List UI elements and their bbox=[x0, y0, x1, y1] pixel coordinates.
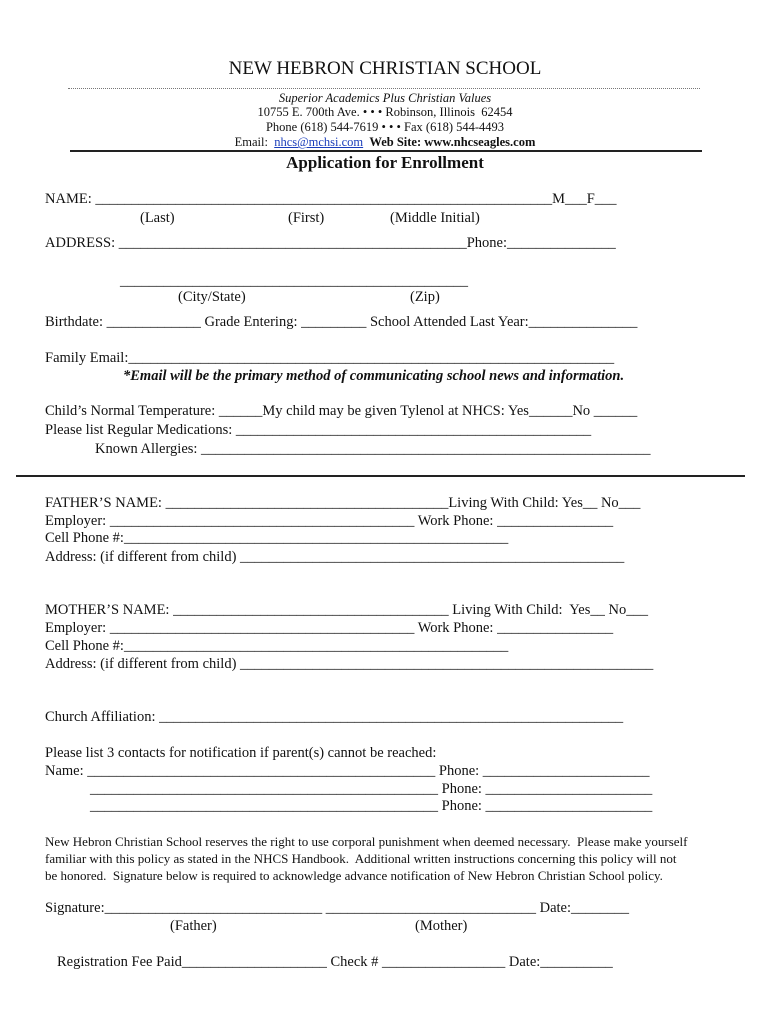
school-address: 10755 E. 700th Ave. • • • Robinson, Illinois 62454 bbox=[257, 105, 513, 119]
family-email-field[interactable]: Family Email:___________________________________________________________________ bbox=[45, 350, 615, 366]
city-zip-field[interactable]: ________________________________________________ bbox=[120, 273, 468, 289]
signature-field[interactable]: Signature:______________________________ _____________________________ Date:________ bbox=[45, 900, 630, 916]
form-title: Application for Enrollment bbox=[286, 153, 484, 172]
school-contact-line bbox=[0, 135, 770, 150]
mother-name-field[interactable]: MOTHER’S NAME: ______________________________________ Living With Child: Yes__ No___ bbox=[45, 602, 648, 618]
website-text: Web Site: www.nhcseagles.com bbox=[369, 135, 536, 149]
church-affiliation-field[interactable]: Church Affiliation: ________________________________________________________________ bbox=[45, 709, 624, 725]
school-tagline: Superior Academics Plus Christian Values bbox=[278, 91, 492, 105]
school-name: NEW HEBRON CHRISTIAN SCHOOL bbox=[228, 58, 542, 79]
birthdate-grade-school-field[interactable]: Birthdate: _____________ Grade Entering: _________ School Attended Last Year:_______________ bbox=[45, 314, 638, 330]
name-sub-first: (First) bbox=[288, 210, 325, 226]
father-name-field[interactable]: FATHER’S NAME: _______________________________________Living With Child: Yes__ No___ bbox=[45, 495, 641, 511]
header-rule bbox=[70, 150, 702, 152]
mother-employer-field[interactable]: Employer: __________________________________________ Work Phone: ________________ bbox=[45, 620, 614, 636]
mother-cell-field[interactable]: Cell Phone #:_____________________________________________________ bbox=[45, 638, 509, 654]
student-name-field[interactable]: NAME: _______________________________________________________________M___F___ bbox=[45, 191, 617, 207]
medications-field[interactable]: Please list Regular Medications: _________________________________________________ bbox=[45, 422, 592, 438]
contacts-intro: Please list 3 contacts for notification if parent(s) cannot be reached: bbox=[45, 745, 437, 761]
contact-line-1[interactable]: Name: ________________________________________________ Phone: _______________________ bbox=[45, 763, 650, 779]
email-link[interactable]: nhcs@mchsi.com bbox=[274, 135, 364, 149]
city-sub-label: (City/State) bbox=[178, 289, 246, 305]
zip-sub-label: (Zip) bbox=[410, 289, 440, 305]
school-phone-fax: Phone (618) 544-7619 • • • Fax (618) 544-4493 bbox=[265, 120, 505, 134]
contact-line-3[interactable]: ________________________________________________ Phone: _______________________ bbox=[90, 798, 653, 814]
policy-line-3: be honored. Signature below is required to acknowledge advance notification of New Hebron Christian School policy. bbox=[45, 868, 663, 883]
father-employer-field[interactable]: Employer: __________________________________________ Work Phone: ________________ bbox=[45, 513, 614, 529]
signature-mother-label: (Mother) bbox=[415, 918, 468, 934]
mother-address-field[interactable]: Address: (if different from child) _________________________________________________________ bbox=[45, 656, 654, 672]
allergies-field[interactable]: Known Allergies: ______________________________________________________________ bbox=[95, 441, 651, 457]
email-label: Email: bbox=[234, 135, 268, 149]
policy-line-1: New Hebron Christian School reserves the right to use corporal punishment when deemed necessary. Please make yourself bbox=[45, 834, 688, 849]
name-sub-last: (Last) bbox=[140, 210, 175, 226]
student-address-field[interactable]: ADDRESS: ________________________________________________Phone:_______________ bbox=[45, 235, 616, 251]
temperature-tylenol-field[interactable]: Child’s Normal Temperature: ______My child may be given Tylenol at NHCS: Yes______No ______ bbox=[45, 403, 638, 419]
header-dotted-divider bbox=[68, 88, 700, 89]
section-divider bbox=[16, 475, 745, 477]
signature-father-label: (Father) bbox=[170, 918, 217, 934]
contact-line-2[interactable]: ________________________________________________ Phone: _______________________ bbox=[90, 781, 653, 797]
father-cell-field[interactable]: Cell Phone #:_____________________________________________________ bbox=[45, 530, 509, 546]
email-note: *Email will be the primary method of communicating school news and information. bbox=[123, 368, 625, 384]
registration-fee-field[interactable]: Registration Fee Paid____________________ Check # _________________ Date:__________ bbox=[57, 954, 613, 970]
policy-line-2: familiar with this policy as stated in the NHCS Handbook. Additional written instructions concerning this policy will not bbox=[45, 851, 677, 866]
name-sub-middle: (Middle Initial) bbox=[390, 210, 480, 226]
father-address-field[interactable]: Address: (if different from child) _____________________________________________________ bbox=[45, 549, 625, 565]
